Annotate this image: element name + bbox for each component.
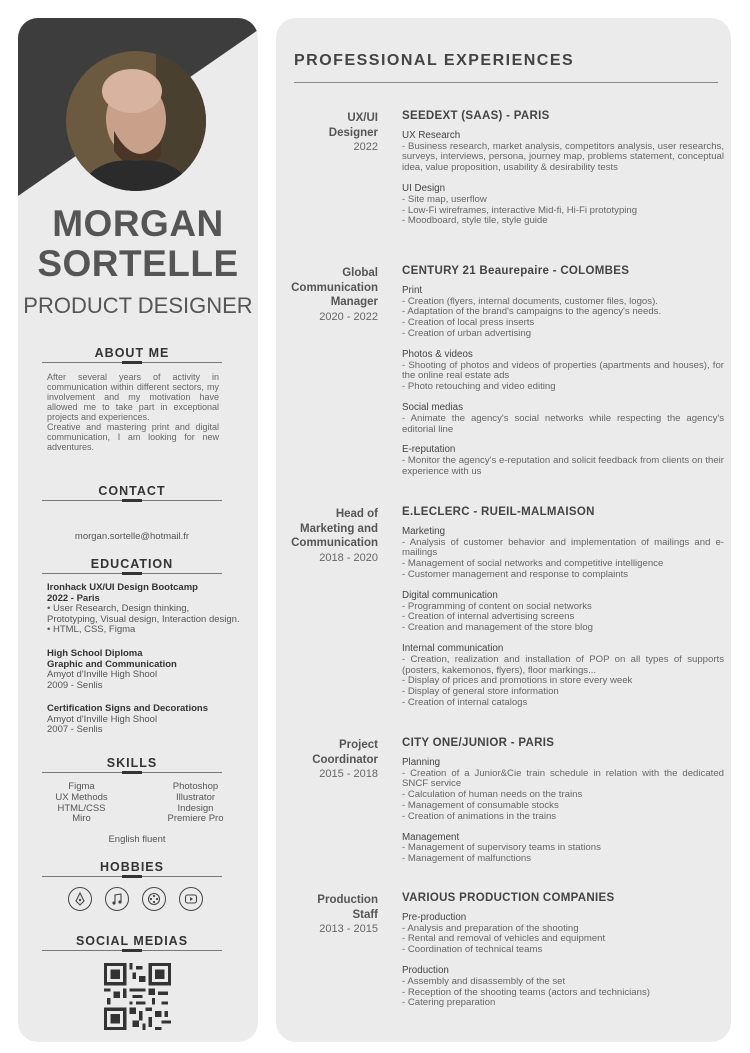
education-item bbox=[47, 649, 242, 691]
task-line: - Animate the agency's social networks while respecting the agency's editorial line bbox=[402, 412, 724, 435]
job-title-line: Manager bbox=[330, 296, 378, 308]
social-title: SOCIAL MEDIAS bbox=[75, 934, 189, 948]
first-name: MORGAN bbox=[52, 203, 224, 244]
education-line: 2009 - Senlis bbox=[47, 679, 103, 691]
sidebar bbox=[18, 18, 258, 1042]
task-group-title: Internal communication bbox=[402, 642, 504, 654]
task-line: - Management of supervisory teams in stations bbox=[402, 842, 601, 854]
task-group-title: Digital communication bbox=[402, 589, 498, 601]
job-title-line: Communication bbox=[291, 281, 378, 294]
task-group bbox=[402, 403, 724, 435]
task-line: - Site map, userflow bbox=[402, 193, 487, 205]
task-group bbox=[402, 527, 724, 581]
job-dates: 2022 bbox=[353, 141, 378, 153]
divider bbox=[294, 82, 718, 83]
job-details bbox=[402, 111, 724, 237]
task-line: - Management of consumable stocks bbox=[402, 799, 559, 811]
education-line: • User Research, Design thinking, bbox=[47, 603, 190, 614]
task-group bbox=[402, 184, 724, 227]
task-group bbox=[402, 758, 724, 823]
education-line: Amyot d'Inville High Shool bbox=[47, 669, 158, 680]
task-group bbox=[402, 286, 724, 340]
job-details bbox=[402, 266, 724, 488]
education-name: High School Diploma bbox=[47, 648, 143, 659]
email-link[interactable]: morgan.sortelle@hotmail.fr bbox=[74, 531, 190, 542]
job-title-line: Head of bbox=[335, 508, 378, 520]
education-line: • HTML, CSS, Figma bbox=[47, 624, 136, 635]
divider bbox=[42, 573, 222, 574]
job-dates: 2018 - 2020 bbox=[319, 551, 378, 564]
job-title-line: Communication bbox=[291, 537, 378, 549]
task-line: - Moodboard, style tile, style guide bbox=[402, 215, 548, 227]
task-line: - Monitor the agency's e-reputation and solicit feedback from clients on their experience with us bbox=[402, 455, 724, 477]
divider bbox=[42, 876, 222, 877]
task-group bbox=[402, 966, 724, 1009]
task-line: - Coordination of technical teams bbox=[402, 944, 543, 956]
task-group bbox=[402, 350, 724, 393]
task-line: - Management of malfunctions bbox=[402, 853, 532, 865]
job-meta bbox=[276, 111, 378, 155]
education-name: Certification Signs and Decorations bbox=[47, 703, 208, 714]
divider bbox=[42, 950, 222, 951]
task-line: - Low-Fi wireframes, interactive Mid-fi, Hi-Fi prototyping bbox=[402, 204, 638, 216]
task-line: - Creation and management of the store blog bbox=[402, 622, 593, 634]
task-line: - Customer management and response to complaints bbox=[402, 568, 629, 580]
education-title: EDUCATION bbox=[90, 557, 174, 571]
company-name: CENTURY 21 Beaurepaire - COLOMBES bbox=[402, 265, 630, 277]
task-line: - Display of general store information bbox=[402, 686, 559, 698]
job-dates: 2015 - 2018 bbox=[319, 768, 378, 780]
company-name: VARIOUS PRODUCTION COMPANIES bbox=[402, 892, 615, 904]
education-meta: 2022 - Paris bbox=[47, 592, 100, 604]
task-line: - Display of prices and promotions in store every week bbox=[402, 675, 633, 687]
last-name: SORTELLE bbox=[37, 243, 239, 284]
education-line: Prototyping, Visual design, Interaction design. bbox=[47, 613, 240, 625]
task-line: - Creation of urban advertising bbox=[402, 327, 532, 339]
education-item bbox=[47, 583, 242, 636]
divider bbox=[42, 500, 222, 501]
task-line: - Management of social networks and competitive intelligence bbox=[402, 558, 664, 570]
job-title-line: Project bbox=[339, 739, 378, 751]
task-group-title: E-reputation bbox=[402, 444, 456, 456]
skill-item: Figma bbox=[68, 781, 95, 792]
job-dates: 2013 - 2015 bbox=[319, 923, 378, 935]
task-group-title: UI Design bbox=[402, 182, 446, 194]
skill-item: HTML/CSS bbox=[57, 802, 106, 814]
task-line: - Creation of internal catalogs bbox=[402, 696, 528, 708]
task-line: - Creation of animations in the trains bbox=[402, 810, 557, 822]
pen-tool-icon bbox=[68, 887, 92, 911]
task-line: - Creation of local press inserts bbox=[402, 317, 535, 329]
job-dates: 2020 - 2022 bbox=[319, 310, 378, 323]
divider bbox=[42, 772, 222, 773]
task-line: - Analysis of customer behavior and implementation of mailings and e-mailings bbox=[402, 536, 724, 559]
job-title-line: Production bbox=[317, 894, 378, 906]
education-line: 2007 - Senlis bbox=[47, 724, 103, 735]
task-line: - Shooting of photos and videos of properties (apartments and houses), for the online real estate ads bbox=[402, 359, 724, 382]
education-meta: Graphic and Communication bbox=[47, 658, 177, 670]
about-paragraph: Creative and mastering print and digital communication, I am looking for new adventures. bbox=[47, 422, 219, 452]
task-group bbox=[402, 445, 724, 477]
about-paragraph: After several years of activity in communication within different sectors, my involvement and my motivation have allowed me to take part in exceptional projects and experiences. bbox=[47, 372, 219, 422]
education-line: Amyot d'Inville High Shool bbox=[47, 713, 158, 725]
task-line: - Reception of the shooting teams (actors and technicians) bbox=[402, 986, 650, 998]
task-line: - Programming of content on social networks bbox=[402, 600, 592, 612]
task-group bbox=[402, 644, 724, 709]
qr-code-icon[interactable] bbox=[104, 963, 171, 1030]
task-group bbox=[402, 591, 724, 634]
music-note-icon bbox=[105, 887, 129, 911]
skills-title: SKILLS bbox=[106, 756, 158, 770]
language-skill: English fluent bbox=[108, 834, 166, 845]
job-details bbox=[402, 738, 724, 875]
job-meta bbox=[276, 893, 378, 937]
task-line: - Creation of internal advertising screens bbox=[402, 611, 575, 623]
task-group-title: Pre-production bbox=[402, 911, 467, 923]
job-details bbox=[402, 893, 724, 1019]
contact-title: CONTACT bbox=[98, 484, 166, 498]
task-group-title: Planning bbox=[402, 756, 441, 768]
task-group bbox=[402, 833, 724, 865]
task-group-title: Print bbox=[402, 284, 423, 296]
job-meta bbox=[276, 507, 378, 565]
task-line: - Business research, market analysis, competitors analysis, user researchs, surveys, interviews, persona, journey map, problems statement, conceptual idea, value proposition, usability & desirability tests bbox=[402, 140, 724, 174]
job-title-line: UX/UI bbox=[347, 112, 378, 124]
company-name: E.LECLERC - RUEIL-MALMAISON bbox=[402, 506, 595, 518]
job-title-line: Coordinator bbox=[312, 753, 378, 766]
task-line: - Catering preparation bbox=[402, 997, 496, 1009]
job-meta bbox=[276, 738, 378, 782]
task-line: - Rental and removal of vehicles and equipment bbox=[402, 933, 606, 945]
skill-item: Illustrator bbox=[175, 791, 216, 803]
task-group-title: Marketing bbox=[402, 525, 446, 537]
main-content bbox=[276, 18, 731, 1042]
job-role: PRODUCT DESIGNER bbox=[23, 293, 253, 318]
hobbies-icons bbox=[68, 887, 218, 913]
skill-item: Photoshop bbox=[172, 781, 219, 792]
job-title-line: Global bbox=[342, 267, 378, 279]
task-line: - Creation (flyers, internal documents, customer files, logos). bbox=[402, 295, 658, 307]
divider bbox=[42, 362, 222, 363]
skill-item: Premiere Pro bbox=[167, 813, 224, 825]
task-group-title: UX Research bbox=[402, 129, 461, 141]
job-meta bbox=[276, 266, 378, 324]
task-group bbox=[402, 131, 724, 174]
skill-item: Miro bbox=[72, 813, 91, 825]
education-name: Ironhack UX/UI Design Bootcamp bbox=[47, 582, 198, 593]
job-details bbox=[402, 507, 724, 719]
task-group-title: Social medias bbox=[402, 401, 463, 413]
task-line: - Creation, realization and installation of POP on all types of supports (posters, kakemonos, flyers), floor markings... bbox=[402, 653, 724, 676]
job-title-line: Marketing and bbox=[300, 522, 378, 535]
task-line: - Adaptation of the brand's campaigns to the agency's needs. bbox=[402, 306, 662, 318]
about-text bbox=[47, 372, 219, 452]
task-group-title: Management bbox=[402, 831, 460, 843]
film-reel-icon bbox=[142, 887, 166, 911]
job-title-line: Designer bbox=[328, 126, 378, 139]
hobbies-title: HOBBIES bbox=[100, 860, 164, 874]
task-group-title: Photos & videos bbox=[402, 348, 473, 360]
experiences-title: PROFESSIONAL EXPERIENCES bbox=[294, 52, 575, 69]
video-play-icon bbox=[179, 887, 203, 911]
task-group bbox=[402, 913, 724, 956]
company-name: CITY ONE/JUNIOR - PARIS bbox=[402, 737, 555, 749]
task-line: - Analysis and preparation of the shooting bbox=[402, 922, 579, 934]
skill-item: Indesign bbox=[177, 802, 214, 814]
task-group-title: Production bbox=[402, 964, 449, 976]
task-line: - Assembly and disassembly of the set bbox=[402, 975, 566, 987]
task-line: - Creation of a Junior&Cie train schedule in relation with the dedicated SNCF service bbox=[402, 767, 724, 790]
company-name: SEEDEXT (SAAS) - PARIS bbox=[402, 110, 550, 122]
education-item bbox=[47, 704, 242, 736]
task-line: - Calculation of human needs on the trains bbox=[402, 789, 583, 801]
job-title-line: Staff bbox=[352, 908, 378, 921]
task-line: - Photo retouching and video editing bbox=[402, 381, 556, 393]
profile-photo bbox=[66, 51, 206, 191]
about-title: ABOUT ME bbox=[94, 346, 170, 360]
skill-item: UX Methods bbox=[55, 791, 108, 803]
